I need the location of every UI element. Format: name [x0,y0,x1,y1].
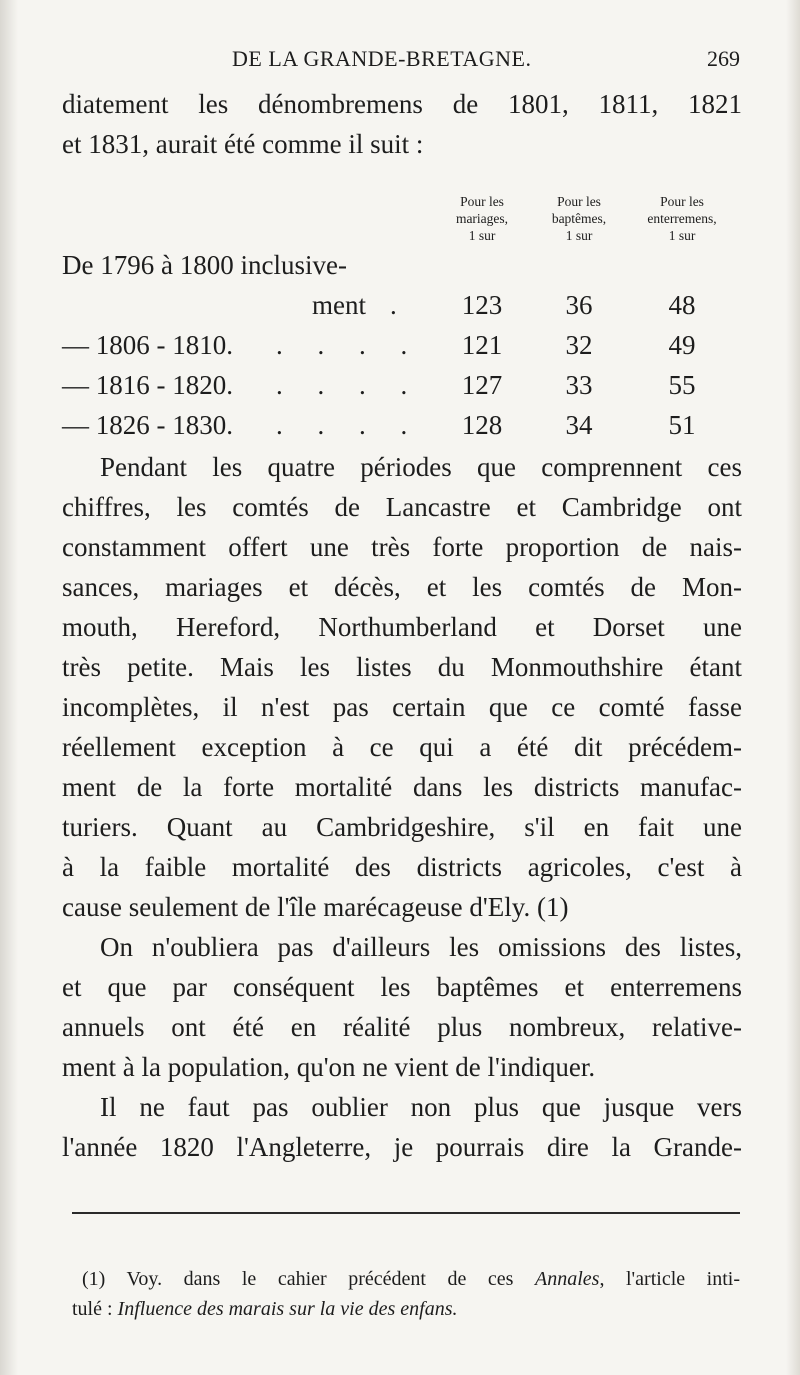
leader-dots: . . . . [276,330,422,360]
column-header-baptemes [529,193,629,244]
text-line: réellement exception à ce qui a été dit précédem- [62,732,742,762]
text-line: ment de la forte mortalité dans les districts manufac- [62,772,742,802]
column-header-enterremens [632,193,732,244]
value-mariages: 127 [461,370,503,400]
text-line: chiffres, les comtés de Lancastre et Cambridge ont [62,492,742,522]
text-line: Il ne faut pas oublier non plus que jusque vers [100,1092,742,1122]
column-header-line: baptêmes, [551,211,607,226]
column-header-mariages [432,193,532,244]
leader-dots: . . . . [276,410,422,440]
text-line: et que par conséquent les baptêmes et enterremens [62,972,742,1002]
table-row [62,285,742,325]
text-line: turiers. Quant au Cambridgeshire, s'il en fait une [62,812,742,842]
footnote-italic-title: Influence des marais sur la vie des enfans. [117,1298,458,1320]
value-enterremens: 55 [668,370,696,400]
running-head [62,46,742,76]
footnote [72,1264,741,1324]
value-baptemes: 34 [565,410,593,440]
column-header-line: 1 sur [468,228,496,243]
leader-dots: . . . . [276,370,422,400]
text-line: ment à la population, qu'on ne vient de l'indiquer. [62,1052,596,1082]
period-label: — 1806 - 1810. [62,330,233,360]
column-header-line: Pour les [557,194,601,209]
footnote-line [72,1294,740,1324]
value-mariages: 123 [461,290,503,320]
period-label: — 1826 - 1830. [62,410,233,440]
value-enterremens: 48 [668,290,696,320]
text-line: Pendant les quatre périodes que comprennent ces [100,452,742,482]
footnote-italic-title: Annales [535,1268,600,1290]
footnote-text: (1) Voy. dans le cahier précédent de ces [82,1268,536,1290]
text-line: mouth, Hereford, Northumberland et Dorset une [62,612,742,642]
text-line: sances, mariages et décès, et les comtés de Mon- [62,572,742,602]
footnote-text: , l'article inti- [599,1268,741,1290]
value-mariages: 121 [461,330,503,360]
text-line: annuels ont été en réalité plus nombreux, relative- [62,1012,742,1042]
column-header-line: mariages, [455,211,509,226]
leader-dots: . [390,290,397,320]
footnote-divider [72,1212,740,1214]
intro-paragraph [62,84,742,164]
statistics-table [62,245,742,445]
period-label: — 1816 - 1820. [62,370,233,400]
value-mariages: 128 [461,410,503,440]
column-header-line: enterremens, [647,211,717,226]
page-edge-shadow-right [786,0,800,1375]
text-line: incomplètes, il n'est pas certain que ce comté fasse [62,692,742,722]
table-row [62,365,742,405]
table-row [62,405,742,445]
value-baptemes: 36 [565,290,593,320]
value-enterremens: 51 [668,410,696,440]
page-number: 269 [707,46,740,71]
paragraph-counties [62,447,742,1167]
value-baptemes: 32 [565,330,593,360]
text-line: l'année 1820 l'Angleterre, je pourrais dire la Grande- [62,1132,742,1162]
text-line: à la faible mortalité des districts agricoles, c'est à [62,852,742,882]
table-column-headers [62,193,742,247]
text-line: diatement les dénombremens de 1801, 1811, 1821 [62,89,742,119]
footnote-text: tulé : [72,1298,118,1320]
column-header-line: Pour les [660,194,704,209]
period-label: ment [312,290,366,320]
text-line: On n'oubliera pas d'ailleurs les omissions des listes, [100,932,742,962]
column-header-line: 1 sur [565,228,593,243]
column-header-line: Pour les [460,194,504,209]
table-row [62,325,742,365]
text-line: et 1831, aurait été comme il suit : [62,129,424,159]
footnote-line [82,1264,740,1294]
text-line: cause seulement de l'île marécageuse d'Ely. (1) [62,892,569,922]
column-header-line: 1 sur [668,228,696,243]
text-line: très petite. Mais les listes du Monmouthshire étant [62,652,742,682]
text-line: constamment offert une très forte proportion de nais- [62,532,742,562]
running-title: DE LA GRANDE-BRETAGNE. [232,46,532,71]
value-enterremens: 49 [668,330,696,360]
table-row-label [62,245,742,285]
period-label: De 1796 à 1800 inclusive- [62,250,347,280]
page-edge-shadow-left [0,0,18,1375]
value-baptemes: 33 [565,370,593,400]
